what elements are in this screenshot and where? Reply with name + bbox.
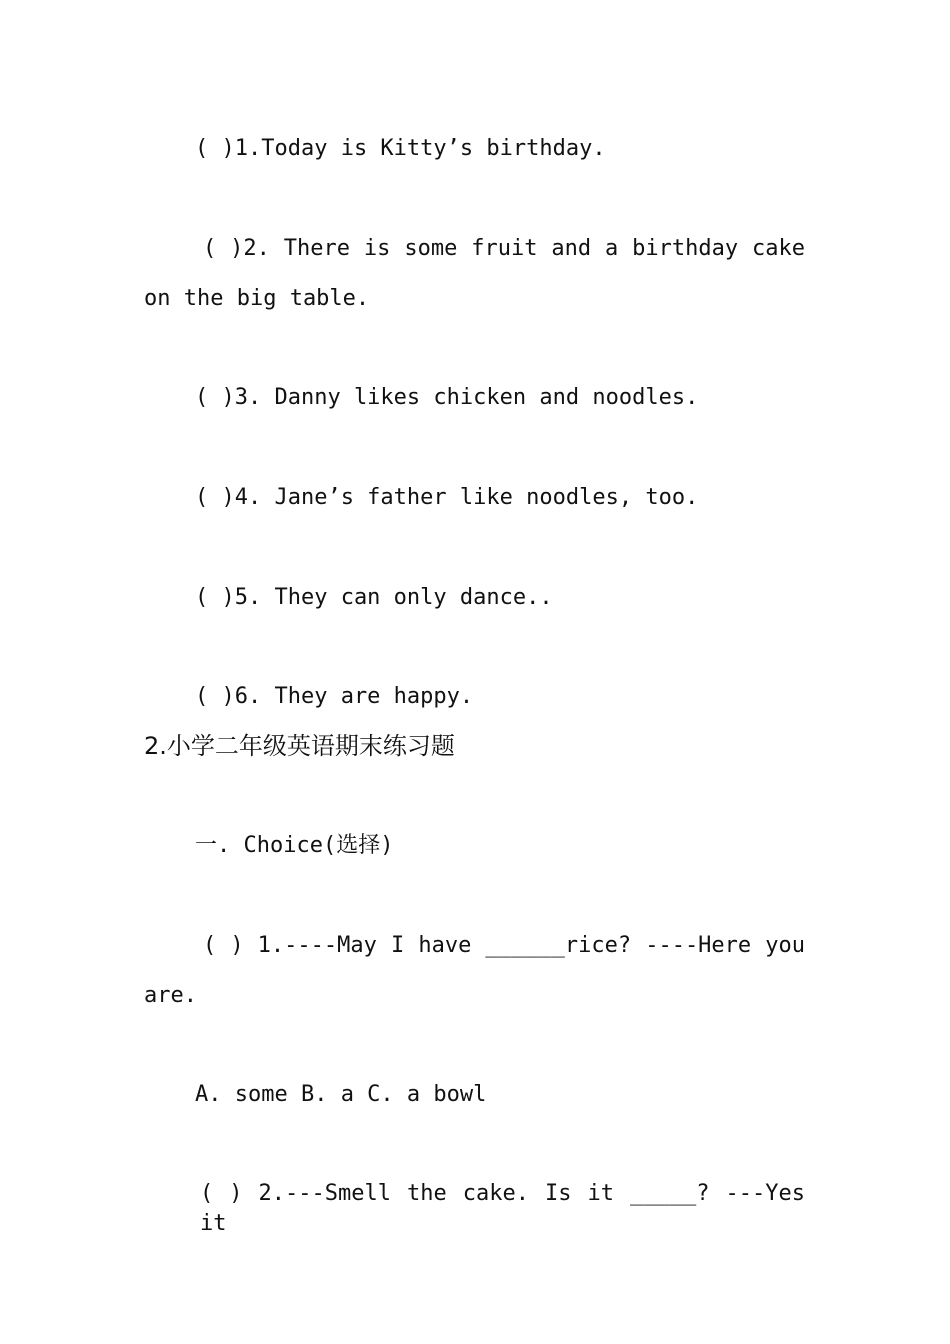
choice-1-line-1: ( ) 1.----May I have ______rice? ----Here you	[203, 933, 805, 958]
question-2-line-1: ( )2. There is some fruit and a birthday cake	[203, 236, 805, 261]
choice-1-line-2: are.	[144, 983, 197, 1008]
question-5: ( )5. They can only dance..	[195, 585, 553, 610]
question-2-line-2: on the big table.	[144, 286, 370, 311]
choice-2-line-1: ( ) 2.---Smell the cake. Is it _____? ---Yes it	[200, 1181, 805, 1236]
choice-1-options: A. some B. a C. a bowl	[195, 1082, 487, 1107]
question-4: ( )4. Jane’s father like noodles, too.	[195, 485, 699, 510]
question-6: ( )6. They are happy.	[195, 684, 474, 709]
section-heading: 2.小学二年级英语期末练习题	[144, 732, 455, 760]
question-3: ( )3. Danny likes chicken and noodles.	[195, 385, 699, 410]
question-1: ( )1.Today is Kitty’s birthday.	[195, 136, 606, 161]
part-one-title: 一. Choice(选择)	[195, 833, 394, 858]
